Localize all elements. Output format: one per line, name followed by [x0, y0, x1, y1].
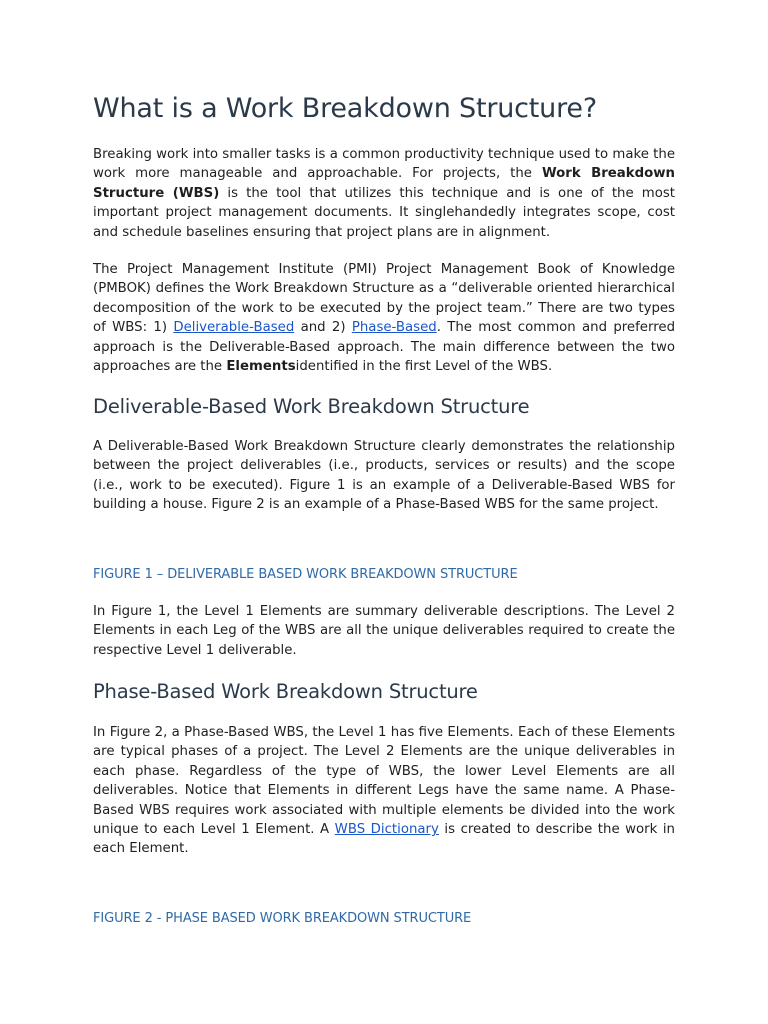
intro-paragraph [93, 145, 675, 242]
phase-paragraph [93, 723, 675, 859]
pmi-paragraph [93, 260, 675, 376]
figure-2-caption: FIGURE 2 - PHASE BASED WORK BREAKDOWN STRUCTURE [93, 911, 472, 926]
wbs-term: Work Breakdown Structure (WBS) [93, 166, 675, 201]
phase-based-heading: Phase-Based Work Breakdown Structure [93, 680, 478, 703]
intro-text-2: is the tool that utilizes this technique and is one of the most important project management documents. It singlehandedly integrates scope, cost and schedule baselines ensuring that project plans are in alignment. [93, 185, 676, 240]
pmi-text-3: . The most common and preferred approach is the Deliverable-Based approach. The main difference between the two approaches are the [93, 320, 676, 375]
intro-text-1: Breaking work into smaller tasks is a common productivity technique used to make the work more manageable and approachable. For projects, the [93, 147, 675, 182]
figure-1-paragraph: In Figure 1, the Level 1 Elements are summary deliverable descriptions. The Level 2 Elements in each Leg of the WBS are all the unique deliverables required to create the respective Level 1 deliverable. [93, 604, 675, 658]
deliverable-based-heading: Deliverable-Based Work Breakdown Structure [93, 395, 530, 418]
pmi-text-4: identified in the first Level of the WBS. [295, 359, 553, 375]
page-title: What is a Work Breakdown Structure? [93, 93, 597, 124]
elements-term: Elements [226, 359, 296, 375]
pmi-text-2: and 2) [294, 320, 352, 336]
wbs-dictionary-link[interactable]: WBS Dictionary [334, 822, 439, 838]
figure-1-caption: FIGURE 1 – DELIVERABLE BASED WORK BREAKDOWN STRUCTURE [93, 567, 518, 582]
deliverable-paragraph: A Deliverable-Based Work Breakdown Structure clearly demonstrates the relationship between the project deliverables (i.e., products, services or results) and the scope (i.e., work to be executed). Figure 1 is an example of a Deliverable-Based WBS for building a house. Figure 2 is an example of a Phase-Based WBS for the same project. [93, 439, 675, 513]
pmi-text-1: The Project Management Institute (PMI) Project Management Book of Knowledge (PMBOK) defines the Work Breakdown Structure as a “deliverable oriented hierarchical decomposition of the work to be executed by the project team.” There are two types of WBS: 1) [93, 262, 675, 336]
phase-text-1: In Figure 2, a Phase-Based WBS, the Level 1 has five Elements. Each of these Elements are typical phases of a project. The Level 2 Elements are the unique deliverables in each phase. Regardless of the type of WBS, the lower Level Elements are all deliverables. Notice that Elements in different Legs have the same name. A Phase-Based WBS requires work associated with multiple elements be divided into the work unique to each Level 1 Element. A [93, 725, 675, 838]
deliverable-based-link[interactable]: Deliverable-Based [173, 320, 295, 336]
phase-based-link[interactable]: Phase-Based [351, 320, 437, 336]
phase-text-2: is created to describe the work in each Element. [93, 822, 675, 857]
